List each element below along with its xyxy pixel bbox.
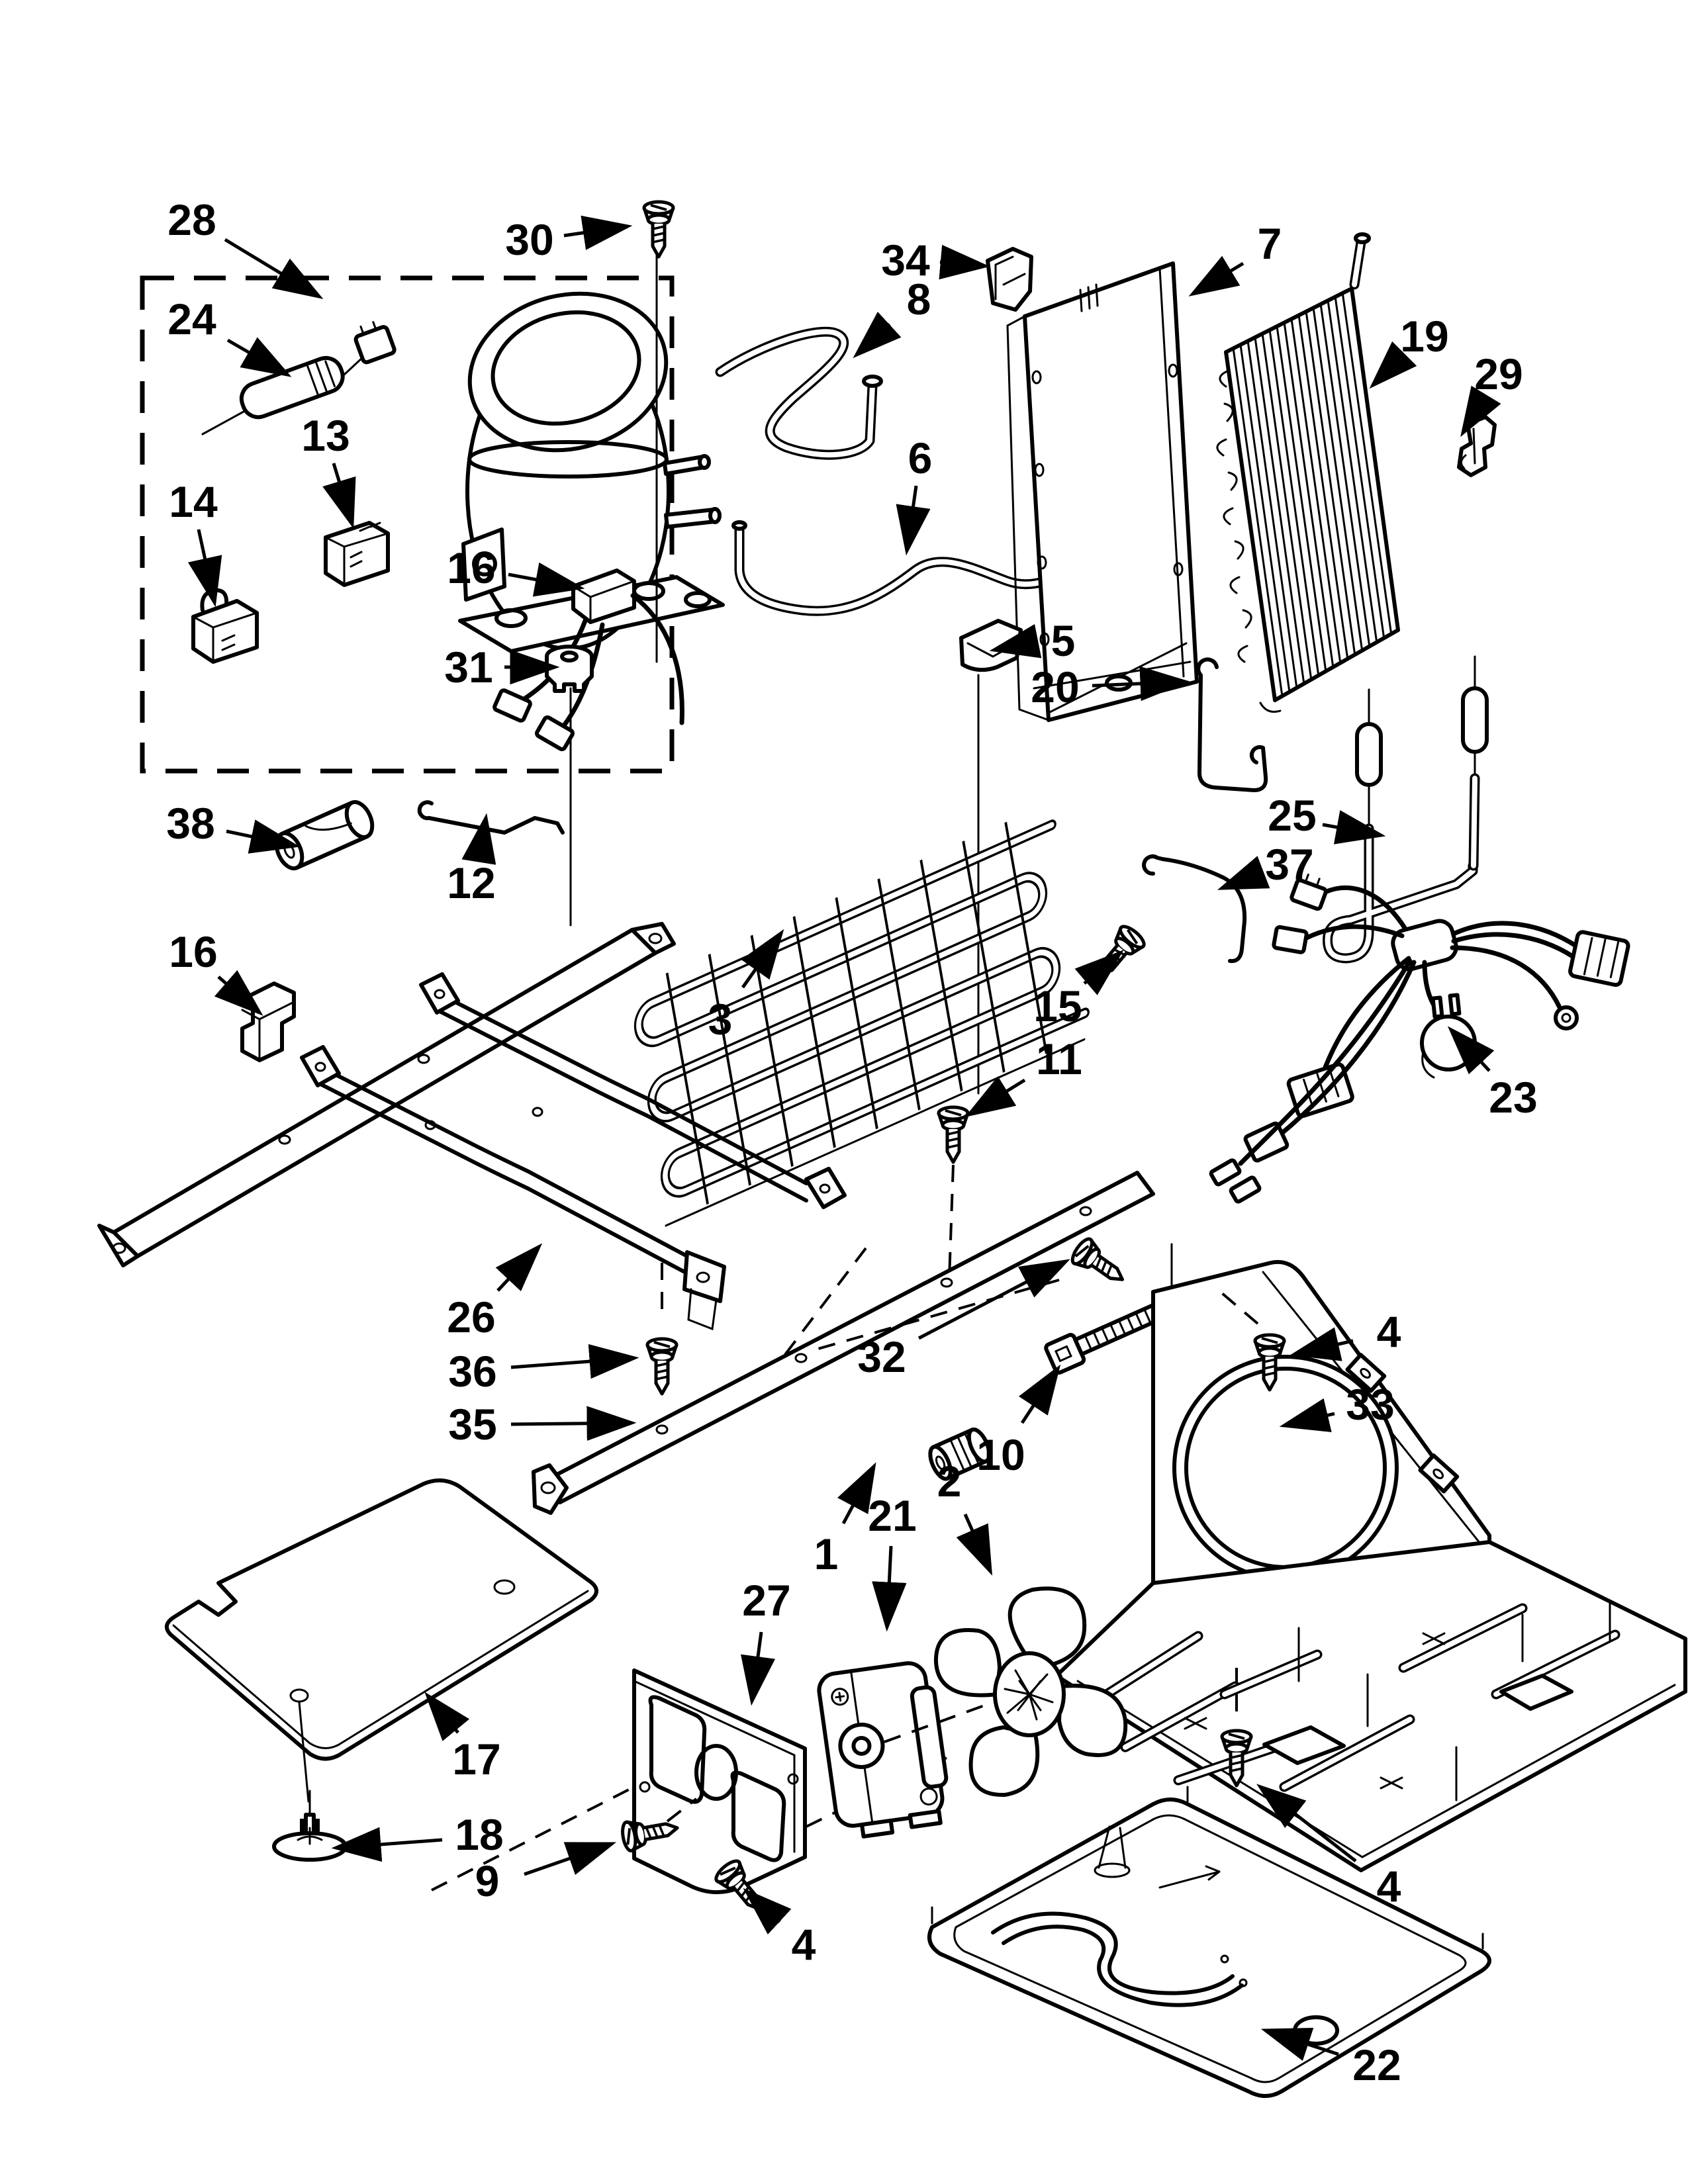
callout-30-1	[505, 215, 628, 264]
callout-number: 2	[937, 1457, 962, 1506]
callout-number: 26	[447, 1293, 496, 1342]
callout-1-31	[814, 1467, 874, 1578]
callout-arrow	[524, 1844, 612, 1874]
fan-shroud-and-base	[1056, 1244, 1685, 1870]
callout-number: 16	[447, 543, 496, 592]
callout-arrow	[428, 1696, 458, 1733]
callout-number: 15	[1033, 981, 1082, 1030]
callout-number: 25	[1268, 791, 1317, 840]
callout-number: 3	[708, 995, 733, 1044]
clip-34	[988, 249, 1031, 310]
callout-number: 12	[447, 858, 496, 907]
push-pin-foot	[274, 1791, 346, 1860]
callout-number: 23	[1489, 1073, 1538, 1122]
evaporator-leader	[782, 1248, 866, 1358]
fan-blade	[936, 1588, 1125, 1795]
callout-36-25	[448, 1347, 634, 1396]
clip-16-frame	[242, 983, 294, 1060]
screw-32-line	[818, 1280, 1059, 1349]
callout-number: 31	[444, 643, 493, 692]
callout-31-14	[444, 643, 555, 692]
callout-11-22	[969, 1034, 1082, 1115]
callout-arrow	[1022, 1369, 1058, 1423]
callout-arrow	[498, 1247, 539, 1291]
callout-28-0	[167, 195, 319, 296]
callout-number: 19	[1400, 312, 1449, 361]
callout-number: 28	[167, 195, 216, 244]
access-panel	[1008, 263, 1197, 720]
wire-bracket-37	[1144, 856, 1244, 961]
callout-number: 6	[908, 433, 933, 482]
callout-14-9	[169, 477, 218, 602]
tube-8	[720, 332, 881, 455]
callout-10-28	[976, 1369, 1058, 1479]
callout-24-7	[167, 295, 287, 375]
callout-number: 14	[169, 477, 218, 526]
callout-number: 17	[452, 1735, 501, 1784]
callout-arrow	[940, 262, 985, 266]
callout-number: 27	[742, 1576, 791, 1625]
screw-32	[1069, 1236, 1131, 1292]
callout-21-32	[868, 1491, 916, 1627]
callout-37-16	[1222, 840, 1314, 889]
sleeve-38	[271, 798, 377, 872]
callout-number: 36	[448, 1347, 497, 1396]
tube-6	[733, 522, 1075, 611]
callout-26-24	[447, 1247, 539, 1342]
clip-29	[1459, 417, 1495, 475]
drier-assembly	[1328, 657, 1487, 958]
callout-34-2	[881, 236, 985, 285]
wiring-harness	[1210, 872, 1629, 1202]
callout-15-21	[1033, 953, 1120, 1030]
callout-number: 24	[167, 295, 216, 343]
callout-27-34	[742, 1576, 790, 1701]
callout-number: 4	[1376, 1862, 1401, 1911]
callout-29-6	[1463, 349, 1523, 433]
callout-32-27	[857, 1261, 1066, 1381]
callout-18-36	[336, 1810, 504, 1859]
callout-number: 30	[505, 215, 554, 264]
callout-arrow	[564, 226, 628, 236]
start-relay	[193, 590, 257, 662]
callout-number: 16	[169, 927, 218, 976]
callout-arrow	[857, 324, 890, 355]
callout-23-23	[1451, 1030, 1538, 1122]
callout-number: 11	[1036, 1034, 1082, 1083]
wire-clip-12	[420, 802, 563, 833]
callout-17-35	[428, 1696, 501, 1784]
evaporator-coil	[625, 803, 1090, 1226]
callout-number: 4	[791, 1920, 816, 1969]
callout-arrow	[1373, 363, 1395, 385]
callout-arrow	[907, 486, 916, 551]
callout-arrow	[228, 340, 287, 375]
callout-number: 38	[166, 799, 215, 848]
callout-4-38	[747, 1891, 816, 1969]
callout-number: 18	[455, 1810, 504, 1859]
callout-arrow	[511, 1358, 634, 1367]
condenser-coil	[1217, 234, 1398, 712]
callout-arrow	[752, 1632, 761, 1701]
relay	[326, 500, 388, 585]
callout-8-4	[857, 275, 931, 355]
callout-6-11	[907, 433, 932, 551]
callout-number: 20	[1031, 662, 1080, 711]
callout-number: 9	[475, 1856, 500, 1905]
callout-arrow	[1193, 263, 1243, 294]
callout-7-3	[1193, 219, 1282, 294]
callout-number: 22	[1352, 2040, 1401, 2089]
callout-arrow	[887, 1546, 891, 1627]
callout-38-17	[166, 799, 295, 848]
callout-number: 5	[1051, 616, 1076, 665]
screw-36	[647, 1339, 677, 1394]
callout-arrow	[334, 463, 352, 524]
callout-number: 37	[1265, 840, 1314, 889]
callout-number: 34	[881, 236, 930, 285]
callout-arrow	[965, 1514, 990, 1571]
screw-11	[939, 1107, 968, 1162]
callout-number: 32	[857, 1332, 906, 1381]
callout-number: 33	[1346, 1380, 1395, 1429]
screw-11-line	[949, 1165, 953, 1279]
callout-arrow	[336, 1840, 442, 1848]
callout-number: 10	[976, 1430, 1025, 1479]
callout-arrow	[511, 1423, 632, 1424]
callout-35-26	[448, 1400, 632, 1449]
callout-arrow	[225, 240, 319, 296]
callout-number: 21	[868, 1491, 917, 1540]
callout-number: 4	[1376, 1307, 1401, 1356]
callout-arrow	[481, 818, 486, 851]
callout-number: 8	[906, 275, 931, 324]
callout-25-15	[1268, 791, 1381, 840]
unit-cover	[167, 1480, 596, 1801]
callout-number: 1	[814, 1529, 839, 1578]
callout-number: 29	[1474, 349, 1523, 398]
hook-20	[1198, 659, 1266, 790]
callout-number: 35	[448, 1400, 497, 1449]
callout-16-19	[169, 927, 259, 1013]
thermistor-probe	[203, 318, 395, 434]
callout-13-8	[301, 411, 352, 524]
callout-number: 7	[1257, 219, 1282, 268]
evaporator-fan-motor	[817, 1660, 953, 1840]
screw-30	[644, 202, 673, 257]
callout-number: 13	[301, 411, 350, 460]
callout-19-5	[1373, 312, 1449, 385]
